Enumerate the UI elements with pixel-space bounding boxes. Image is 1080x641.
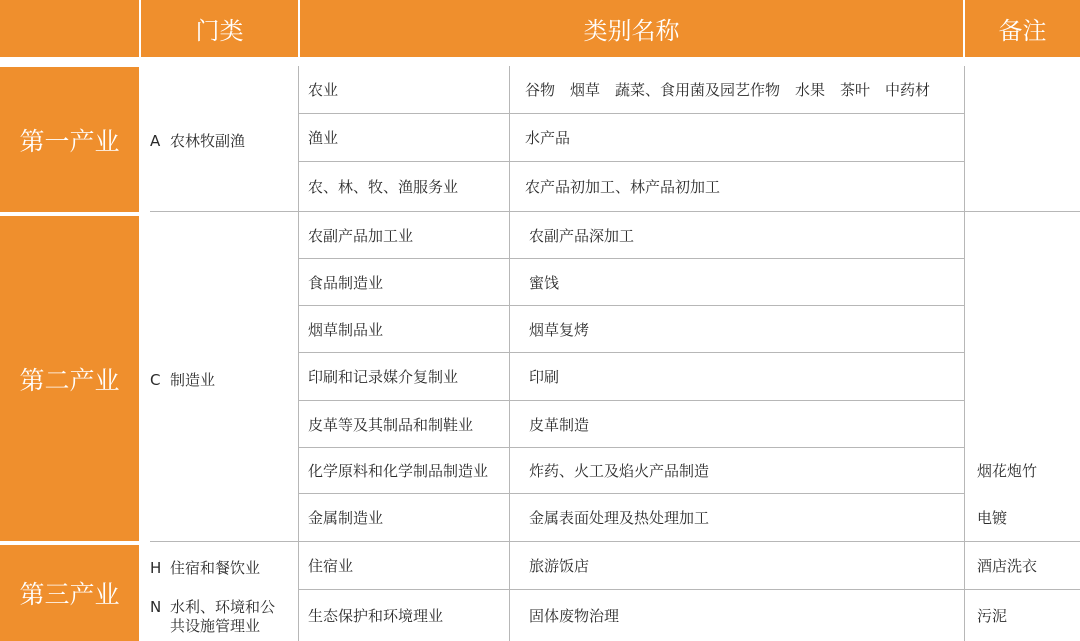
section-separator [0, 541, 140, 545]
items-cell: 旅游饭店 [529, 557, 590, 575]
category-cell: 住宿业 [308, 557, 354, 575]
header-industry-cell [0, 0, 139, 57]
category-cell: 农副产品加工业 [308, 226, 414, 245]
menlei-name: 农林牧副渔 [170, 132, 246, 150]
header-separator [139, 0, 141, 57]
category-cell: 农、林、牧、渔服务业 [308, 178, 459, 196]
menlei-code: N [150, 598, 162, 616]
header-separator [963, 0, 965, 57]
category-cell: 皮革等及其制品和制鞋业 [308, 415, 474, 434]
category-cell: 食品制造业 [308, 273, 384, 292]
grid-line [150, 541, 1080, 542]
menlei-code: H [150, 559, 162, 577]
menlei-c [150, 369, 215, 390]
menlei-h [150, 557, 260, 578]
industry-primary: 第一产业 [0, 67, 139, 212]
menlei-code: C [150, 371, 161, 389]
grid-line [964, 66, 965, 641]
items-cell: 固体废物治理 [529, 607, 620, 625]
items-cell: 谷物 烟草 蔬菜、食用菌及园艺作物 水果 茶叶 中药材 [525, 81, 931, 99]
category-cell: 金属制造业 [308, 509, 384, 527]
items-cell: 烟草复烤 [529, 320, 590, 339]
note-cell: 污泥 [977, 607, 1008, 625]
category-cell: 渔业 [308, 129, 339, 147]
grid-line [298, 305, 965, 306]
section-separator [0, 212, 140, 216]
note-cell: 电镀 [977, 509, 1008, 527]
grid-line [298, 258, 965, 259]
items-cell: 炸药、火工及焰火产品制造 [529, 462, 710, 480]
items-cell: 农副产品深加工 [529, 226, 635, 245]
items-cell: 印刷 [529, 368, 560, 386]
category-cell: 印刷和记录媒介复制业 [308, 368, 459, 386]
header-separator [298, 0, 300, 57]
industry-tertiary: 第三产业 [0, 545, 139, 641]
menlei-n [150, 598, 275, 636]
menlei-name-line2: 共设施管理业 [170, 617, 261, 635]
grid-line [509, 66, 510, 641]
menlei-name: 住宿和餐饮业 [170, 559, 261, 577]
industry-secondary: 第二产业 [0, 216, 139, 541]
header-category-name: 类别名称 [300, 0, 963, 57]
menlei-code: A [150, 132, 161, 150]
grid-line [298, 66, 299, 641]
note-cell: 烟花炮竹 [977, 462, 1038, 480]
menlei-name: 制造业 [170, 371, 216, 389]
grid-line [298, 113, 965, 114]
header-note: 备注 [965, 0, 1080, 57]
category-cell: 生态保护和环境理业 [308, 607, 444, 625]
note-cell: 酒店洗衣 [977, 557, 1038, 575]
category-cell: 农业 [308, 81, 339, 99]
items-cell: 水产品 [525, 129, 571, 147]
header-menlei: 门类 [141, 0, 298, 57]
category-cell: 烟草制品业 [308, 320, 384, 339]
items-cell: 金属表面处理及热处理加工 [529, 509, 710, 527]
header-bottom-gap [0, 57, 1080, 66]
items-cell: 蜜饯 [529, 273, 560, 292]
items-cell: 农产品初加工、林产品初加工 [525, 178, 721, 196]
items-cell: 皮革制造 [529, 415, 590, 434]
category-cell: 化学原料和化学制品制造业 [308, 462, 489, 480]
menlei-name: 水利、环境和公 [170, 598, 276, 616]
menlei-a [150, 130, 245, 151]
